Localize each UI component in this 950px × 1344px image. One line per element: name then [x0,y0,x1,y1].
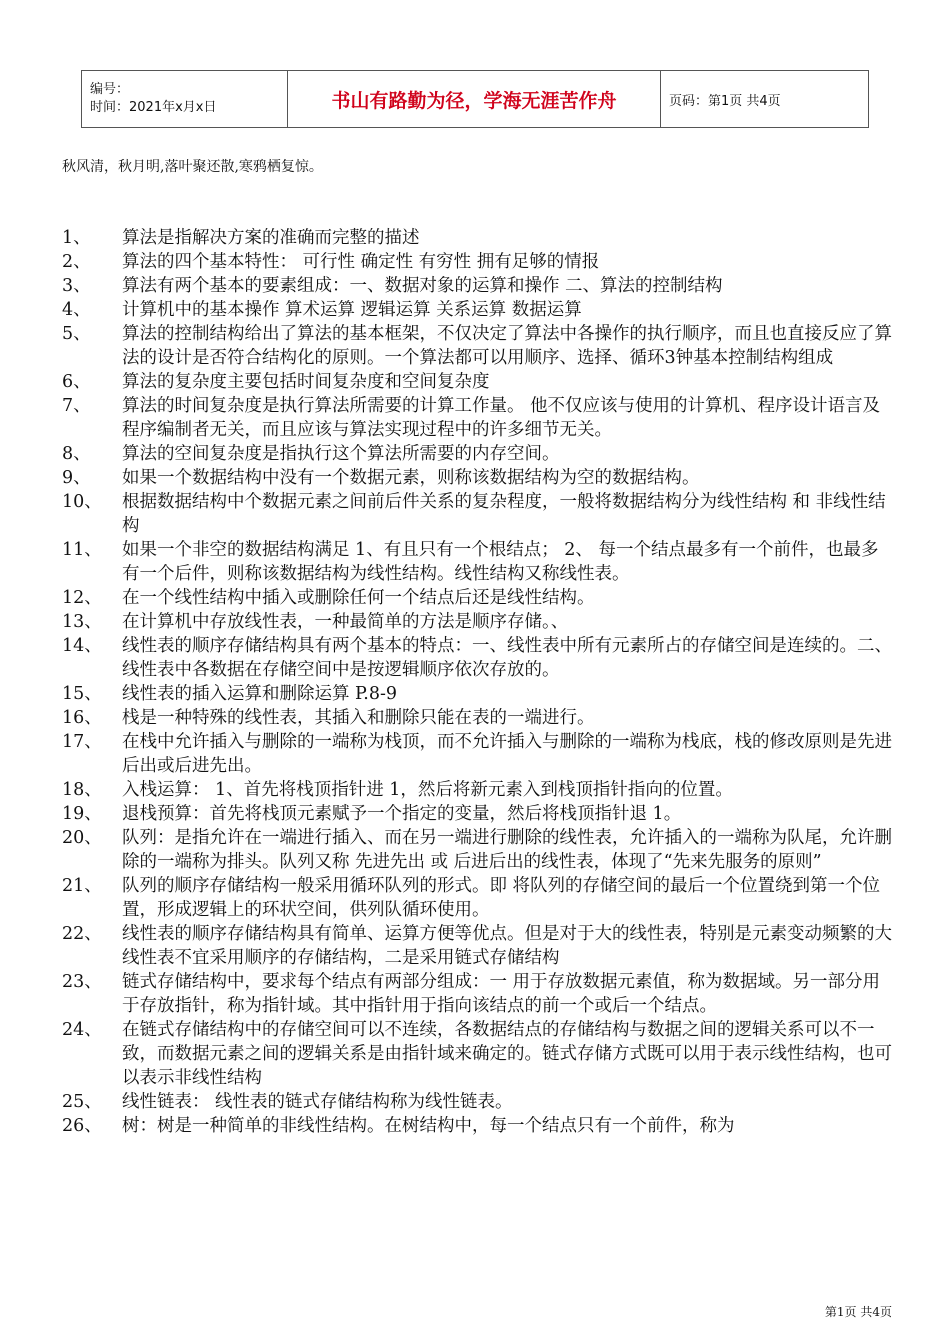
item-number: 12、 [62,588,102,608]
item-number: 15、 [62,684,102,704]
item-text: 线性表的顺序存储结构具有简单、运算方便等优点。但是对于大的线性表，特别是元素变动频繁的大线性表不宜采用顺序的存储结构，二是采用链式存储结构 [122,924,892,968]
list-item [62,226,894,250]
item-text: 线性表的顺序存储结构具有两个基本的特点：一、线性表中所有元素所占的存储空间是连续的。二、线性表中各数据在存储空间中是按逻辑顺序依次存放的。 [122,636,892,680]
list-item [62,802,894,826]
list-item [62,1018,894,1090]
item-number: 13、 [62,612,102,632]
header-table [81,70,869,128]
item-number: 5、 [62,324,91,344]
list-item [62,1090,894,1114]
list-item [62,682,894,706]
header-meta-cell [82,71,288,128]
item-text: 算法的复杂度主要包括时间复杂度和空间复杂度 [122,372,490,392]
list-item [62,586,894,610]
item-text: 计算机中的基本操作 算术运算 逻辑运算 关系运算 数据运算 [122,300,582,320]
list-item [62,634,894,682]
item-number: 16、 [62,708,102,728]
item-number: 3、 [62,276,91,296]
list-item [62,322,894,370]
item-text: 退栈预算：首先将栈顶元素赋予一个指定的变量，然后将栈顶指针退 1。 [122,804,682,824]
list-item [62,826,894,874]
list-item [62,298,894,322]
time-label: 时间：2021年x月x日 [90,100,217,115]
list-item [62,706,894,730]
item-number: 8、 [62,444,91,464]
item-text: 链式存储结构中，要求每个结点有两部分组成：一 用于存放数据元素值，称为数据域。另一部分用于存放指针，称为指针域。其中指针用于指向该结点的前一个或后一个结点。 [122,972,881,1016]
list-item [62,538,894,586]
list-item [62,274,894,298]
item-text: 在栈中允许插入与删除的一端称为栈顶，而不允许插入与删除的一端称为栈底，栈的修改原则是先进后出或后进先出。 [122,732,892,776]
item-number: 1、 [62,228,91,248]
item-number: 10、 [62,492,102,512]
item-number: 11、 [62,540,102,560]
poem-line: 秋风清，秋月明,落叶聚还散,寒鸦栖复惊。 [62,159,323,175]
item-text: 线性表的插入运算和删除运算 P.8-9 [122,684,398,704]
item-text: 如果一个非空的数据结构满足 1、有且只有一个根结点； 2、 每一个结点最多有一个前件，也最多有一个后件，则称该数据结构为线性结构。线性结构又称线性表。 [122,540,879,584]
item-number: 9、 [62,468,91,488]
item-number: 25、 [62,1092,102,1112]
item-text: 队列的顺序存储结构一般采用循环队列的形式。即 将队列的存储空间的最后一个位置绕到第一个位置，形成逻辑上的环状空间，供列队循环使用。 [122,876,881,920]
item-number: 7、 [62,396,91,416]
item-list [62,226,894,1138]
list-item [62,610,894,634]
page-footer: 第1页 共4页 [824,1305,892,1319]
item-text: 队列：是指允许在一端进行插入、而在另一端进行删除的线性表，允许插入的一端称为队尾，允许删除的一端称为排头。队列又称 先进先出 或 后进后出的线性表，体现了“先来先服务的原则” [122,828,892,872]
item-number: 14、 [62,636,102,656]
list-item [62,370,894,394]
list-item [62,778,894,802]
item-text: 树：树是一种简单的非线性结构。在树结构中，每一个结点只有一个前件，称为 [122,1116,735,1136]
item-text: 算法有两个基本的要素组成：一、数据对象的运算和操作 二、算法的控制结构 [122,276,723,296]
item-number: 18、 [62,780,102,800]
item-text: 算法的控制结构给出了算法的基本框架，不仅决定了算法中各操作的执行顺序，而且也直接反应了算法的设计是否符合结构化的原则。一个算法都可以用顺序、选择、循环3钟基本控制结构组成 [122,324,892,368]
item-text: 入栈运算： 1、首先将栈顶指针进 1，然后将新元素入到栈顶指针指向的位置。 [122,780,733,800]
item-text: 如果一个数据结构中没有一个数据元素，则称该数据结构为空的数据结构。 [122,468,700,488]
list-item [62,466,894,490]
header-page-label: 页码：第1页 共4页 [661,71,869,128]
item-number: 4、 [62,300,91,320]
item-text: 算法的空间复杂度是指执行这个算法所需要的内存空间。 [122,444,560,464]
item-number: 19、 [62,804,102,824]
item-text: 算法的四个基本特性： 可行性 确定性 有穷性 拥有足够的情报 [122,252,600,272]
item-number: 24、 [62,1020,102,1040]
item-text: 算法的时间复杂度是执行算法所需要的计算工作量。 他不仅应该与使用的计算机、程序设计语言及程序编制者无关，而且应该与算法实现过程中的许多细节无关。 [122,396,881,440]
item-number: 6、 [62,372,91,392]
serial-label: 编号： [90,82,130,97]
list-item [62,730,894,778]
list-item [62,442,894,466]
list-item [62,874,894,922]
list-item [62,970,894,1018]
item-text: 算法是指解决方案的准确而完整的描述 [122,228,420,248]
item-text: 根据数据结构中个数据元素之间前后件关系的复杂程度，一般将数据结构分为线性结构 和 非线性结构 [122,492,886,536]
item-number: 17、 [62,732,102,752]
item-text: 栈是一种特殊的线性表，其插入和删除只能在表的一端进行。 [122,708,595,728]
list-item [62,1114,894,1138]
item-number: 26、 [62,1116,102,1136]
header-motto: 书山有路勤为径，学海无涯苦作舟 [288,71,661,128]
item-number: 21、 [62,876,102,896]
item-number: 2、 [62,252,91,272]
item-number: 20、 [62,828,102,848]
item-text: 在计算机中存放线性表，一种最简单的方法是顺序存储。、 [122,612,569,632]
item-text: 在一个线性结构中插入或删除任何一个结点后还是线性结构。 [122,588,595,608]
item-text: 线性链表： 线性表的链式存储结构称为线性链表。 [122,1092,513,1112]
list-item [62,250,894,274]
item-number: 22、 [62,924,102,944]
item-number: 23、 [62,972,102,992]
list-item [62,394,894,442]
item-text: 在链式存储结构中的存储空间可以不连续，各数据结点的存储结构与数据之间的逻辑关系可以不一致，而数据元素之间的逻辑关系是由指针域来确定的。链式存储方式既可以用于表示线性结构，也可以表示非线性结构 [122,1020,892,1088]
list-item [62,490,894,538]
list-item [62,922,894,970]
